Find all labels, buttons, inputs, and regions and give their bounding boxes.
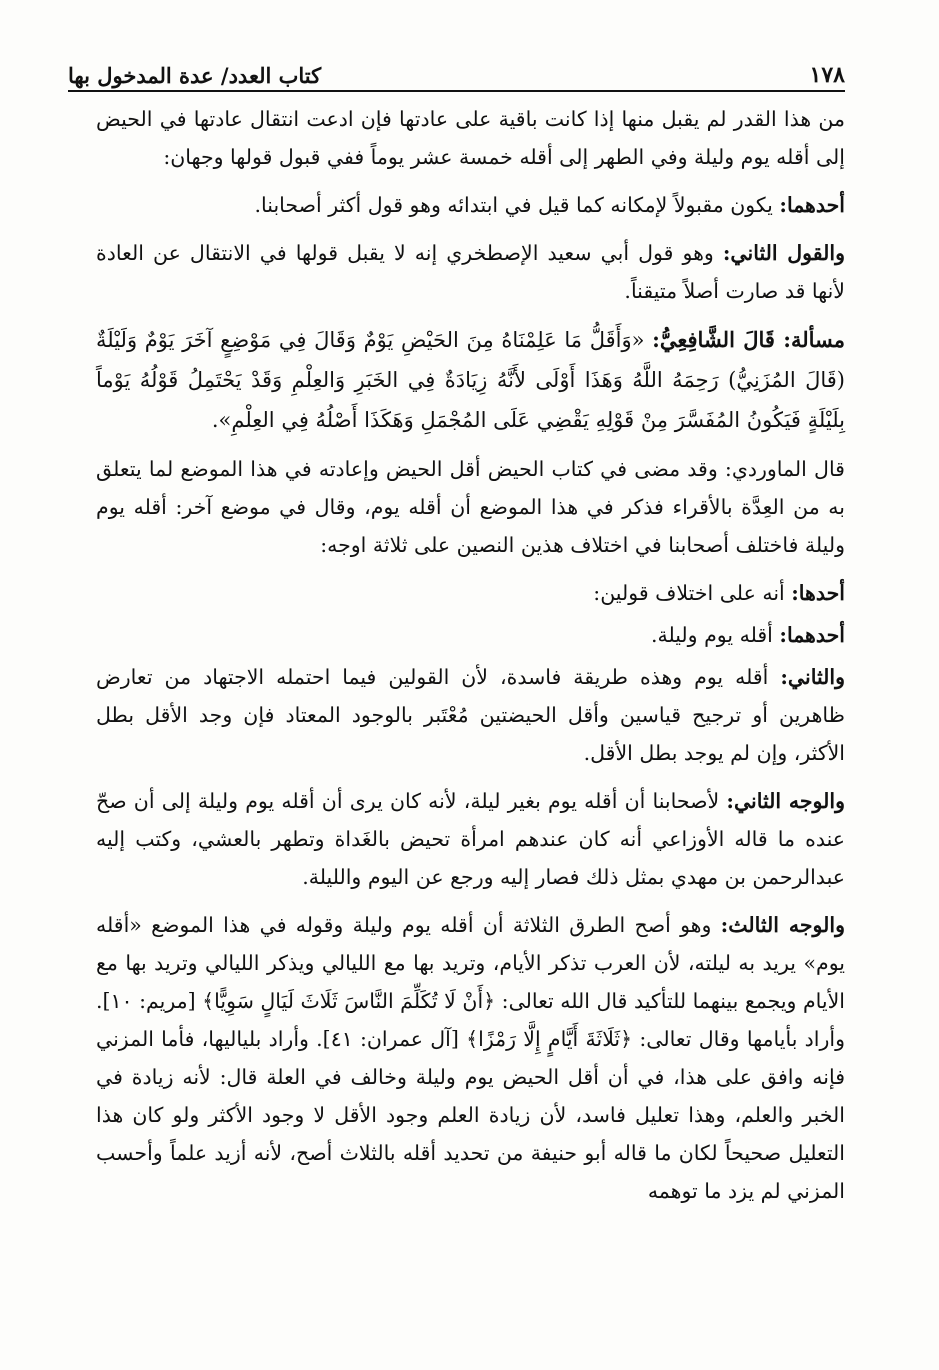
paragraph <box>96 658 845 772</box>
paragraph-text: لأصحابنا أن أقله يوم بغير ليلة، لأنه كان يرى أن أقله يوم وليلة إلى أن صحّ عنده ما قاله الأوزاعي أنه كان عندهم امرأة تحيض بالغَداة وتطهر بالعشي، وكتب إليه عبدالرحمن بن مهدي بمثل ذلك فصار إليه ورجع عن اليوم والليلة. <box>96 789 845 889</box>
paragraph-text: وهو أصح الطرق الثلاثة أن أقله يوم وليلة وقوله في هذا الموضع «أقله يوم» يريد به ليلته، لأن العرب تذكر الأيام، وتريد بها مع الليالي ويذكر الليالي وتريد بها مع الأيام ويجمع بينهما للتأكيد قال الله تعالى: ﴿أَنْ لَا تُكَلِّمَ النَّاسَ ثَلَاثَ لَيَالٍ سَوِيًّا﴾ [مريم: ١٠]. وأراد بأيامها وقال تعالى: ﴿ثَلَاثَةَ أَيَّامٍ إِلَّا رَمْزًا﴾ [آل عمران: ٤١]. وأراد بلياليها، فأما المزني فإنه وافق على هذا، في أن أقل الحيض يوم وليلة وخالف في العلة قال: لأنه زيادة في الخبر والعلم، وهذا تعليل فاسد، لأن زيادة العلم وجود الأقل لا وجود الأكثر ولو كان هذا التعليل صحيحاً لكان ما قاله أبو حنيفة من تحديد أقله بالثلاث أصح، لأنه أزيد علماً وأحسب المزني لم يزد ما توهمه <box>96 913 845 1203</box>
paragraph-text: أقله يوم وليلة. <box>650 623 780 647</box>
chapter-title: كتاب العدد/ عدة المدخول بها <box>68 63 322 88</box>
paragraph-text: يكون مقبولاً لإمكانه كما قيل في ابتدائه وهو قول أكثر أصحابنا. <box>254 193 780 217</box>
paragraph-text: أنه على اختلاف قولين: <box>593 581 792 605</box>
page-number: ١٧٨ <box>809 62 845 88</box>
masala-paragraph <box>96 320 845 440</box>
paragraph-text: وهو قول أبي سعيد الإصطخري إنه لا يقبل قولها في الانتقال عن العادة لأنها قد صارت أصلاً متيقناً. <box>96 241 845 303</box>
paragraph <box>96 186 845 224</box>
paragraph <box>96 782 845 896</box>
paragraph-lead: والوجه الثالث: <box>720 913 845 937</box>
paragraph-text: أقله يوم وهذه طريقة فاسدة، لأن القولين فيما احتمله الاجتهاد من تعارض ظاهرين أو ترجيح قياسين وأقل الحيضتين مُعْتَبر بالوجود المعتاد فإن وجد الأقل بطل الأكثر، وإن لم يوجد بطل الأقل. <box>96 665 845 765</box>
paragraph <box>96 906 845 1210</box>
paragraph-lead: والوجه الثاني: <box>726 789 845 813</box>
paragraph-lead: والثاني: <box>780 665 845 689</box>
paragraph <box>96 450 845 564</box>
paragraph-text: قال الماوردي: وقد مضى في كتاب الحيض أقل الحيض وإعادته في هذا الموضع لما يتعلق به من العِدَّة بالأقراء فذكر في هذا الموضع أن أقله يوم، وقال في موضع آخر: أقله يوم وليلة فاختلف أصحابنا في اختلاف هذين النصين على ثلاثة اوجه: <box>96 457 845 557</box>
paragraph-lead: أحدهما: <box>779 623 845 647</box>
paragraph-lead: أحدهما: <box>779 193 845 217</box>
paragraph-lead: أحدها: <box>791 581 845 605</box>
running-header <box>68 58 845 88</box>
header-rule <box>68 90 845 92</box>
paragraph <box>96 100 845 176</box>
paragraph <box>96 616 845 654</box>
paragraph <box>96 574 845 612</box>
paragraph-lead: والقول الثاني: <box>722 241 845 265</box>
paragraph-lead: مسألة: قَالَ الشَّافِعِيُّ: <box>652 327 845 352</box>
body-text <box>96 100 845 1220</box>
quoted-text: «وَأَقَلُّ مَا عَلِمْنَاهُ مِنَ الحَيْضِ يَوْمٌ وَقَالَ فِي مَوْضِعٍ آخَرَ يَوْمٌ وَلَيْلَةٌ (قَالَ المُزَنِيُّ) رَحِمَهُ اللَّهُ وَهَذَا أَوْلَى لأَنَّهُ زِيَادَةٌ فِي الخَبَرِ وَالعِلْمِ وَقَدْ يَحْتَمِلُ قَوْلُهُ يَوْماً بِلَيْلَةٍ فَيَكُونُ المُفَسَّرَ مِنْ قَوْلِهِ يَقْضِي عَلَى المُجْمَلِ وَهَكَذَا أَصْلُهُ فِي العِلْمِ». <box>96 328 845 432</box>
paragraph <box>96 234 845 310</box>
paragraph-text: من هذا القدر لم يقبل منها إذا كانت باقية على عادتها فإن ادعت انتقال عادتها في الحيض إلى أقله يوم وليلة وفي الطهر إلى أقله خمسة عشر يوماً ففي قبول قولها وجهان: <box>96 107 845 169</box>
